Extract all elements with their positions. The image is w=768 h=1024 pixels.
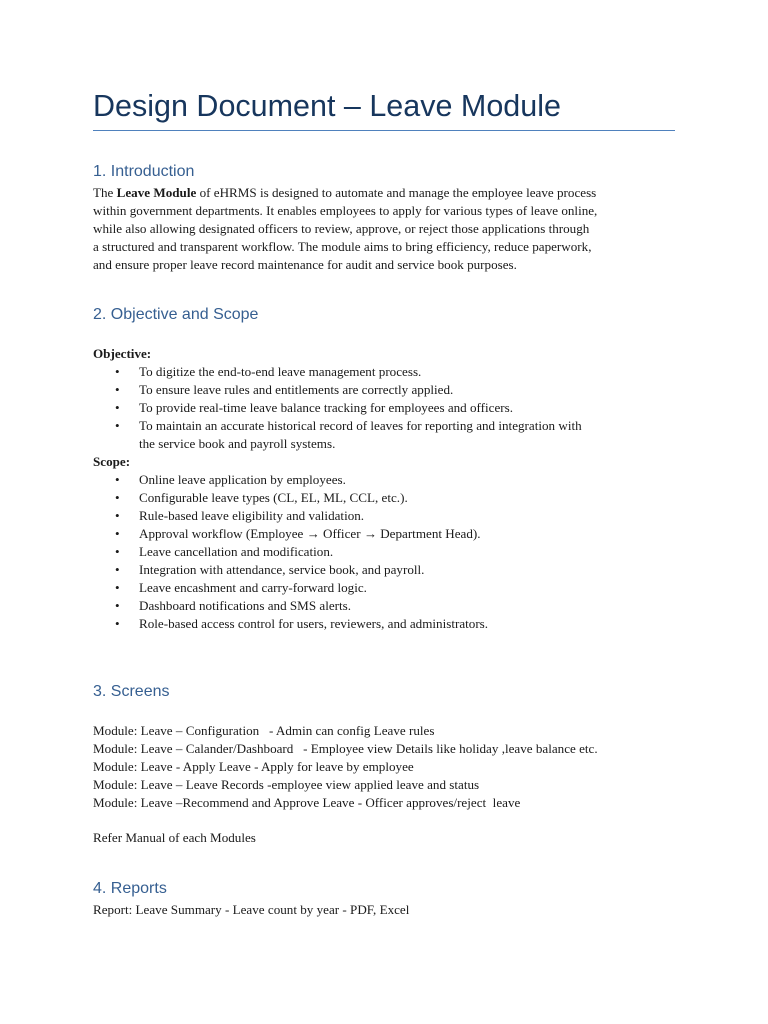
bullet-icon: • bbox=[115, 580, 120, 595]
bullet-icon: • bbox=[115, 364, 120, 379]
bullet-icon: • bbox=[115, 562, 120, 577]
screen-item: Module: Leave – Leave Records -employee view applied leave and status bbox=[93, 777, 480, 792]
intro-paragraph-line: within government departments. It enables employees to apply for various types of leave online, bbox=[93, 203, 598, 218]
title-rule bbox=[93, 130, 675, 131]
intro-paragraph-line: a structured and transparent workflow. The module aims to bring efficiency, reduce paperwork, bbox=[93, 239, 592, 254]
list-item: • Leave encashment and carry-forward logic. bbox=[115, 580, 367, 595]
leave-module-bold: Leave Module bbox=[116, 185, 197, 200]
list-item: • To digitize the end-to-end leave management process. bbox=[115, 364, 422, 379]
list-item: • To provide real-time leave balance tracking for employees and officers. bbox=[115, 400, 514, 415]
list-item: • Configurable leave types (CL, EL, ML, CCL, etc.). bbox=[115, 490, 408, 505]
scope-label: Scope: bbox=[93, 454, 131, 469]
objective-list bbox=[93, 363, 683, 453]
screen-item: Module: Leave –Recommend and Approve Leave - Officer approves/reject leave bbox=[93, 795, 521, 810]
list-item: • Role-based access control for users, reviewers, and administrators. bbox=[115, 616, 489, 631]
bullet-icon: • bbox=[115, 382, 120, 397]
bullet-icon: • bbox=[115, 616, 120, 631]
screens-list bbox=[93, 722, 683, 812]
list-item: • Dashboard notifications and SMS alerts. bbox=[115, 598, 352, 613]
screens-note: Refer Manual of each Modules bbox=[93, 830, 256, 845]
section-heading-objective-scope: 2. Objective and Scope bbox=[93, 306, 259, 323]
bullet-icon: • bbox=[115, 400, 120, 415]
list-item: • Rule-based leave eligibility and validation. bbox=[115, 508, 365, 523]
list-item: • To maintain an accurate historical record of leaves for reporting and integration with bbox=[115, 418, 582, 433]
bullet-icon: • bbox=[115, 526, 120, 541]
list-item: • Approval workflow (Employee → Officer → Department Head). bbox=[115, 526, 481, 541]
list-item: • Integration with attendance, service book, and payroll. bbox=[115, 562, 425, 577]
list-item: • Online leave application by employees. bbox=[115, 472, 346, 487]
list-item-continuation: the service book and payroll systems. bbox=[139, 436, 336, 451]
bullet-icon: • bbox=[115, 598, 120, 613]
section-heading-reports: 4. Reports bbox=[93, 880, 167, 897]
screen-item: Module: Leave – Configuration - Admin can config Leave rules bbox=[93, 723, 435, 738]
scope-list bbox=[93, 471, 683, 633]
list-item: • To ensure leave rules and entitlements are correctly applied. bbox=[115, 382, 454, 397]
section-heading-screens: 3. Screens bbox=[93, 683, 170, 700]
bullet-icon: • bbox=[115, 490, 120, 505]
bullet-icon: • bbox=[115, 472, 120, 487]
intro-paragraph-line: and ensure proper leave record maintenance for audit and service book purposes. bbox=[93, 257, 517, 272]
bullet-icon: • bbox=[115, 508, 120, 523]
screen-item: Module: Leave - Apply Leave - Apply for leave by employee bbox=[93, 759, 414, 774]
bullet-icon: • bbox=[115, 544, 120, 559]
bullet-icon: • bbox=[115, 418, 120, 433]
intro-paragraph-line: The Leave Module of eHRMS is designed to automate and manage the employee leave process bbox=[93, 185, 597, 200]
list-item: • Leave cancellation and modification. bbox=[115, 544, 334, 559]
intro-paragraph-line: while also allowing designated officers to review, approve, or reject those applications through bbox=[93, 221, 590, 236]
screen-item: Module: Leave – Calander/Dashboard - Employee view Details like holiday ,leave balance etc. bbox=[93, 741, 598, 756]
section-heading-introduction: 1. Introduction bbox=[93, 163, 195, 180]
report-item: Report: Leave Summary - Leave count by year - PDF, Excel bbox=[93, 902, 410, 917]
document-title: Design Document – Leave Module bbox=[93, 89, 561, 123]
objective-label: Objective: bbox=[93, 346, 152, 361]
